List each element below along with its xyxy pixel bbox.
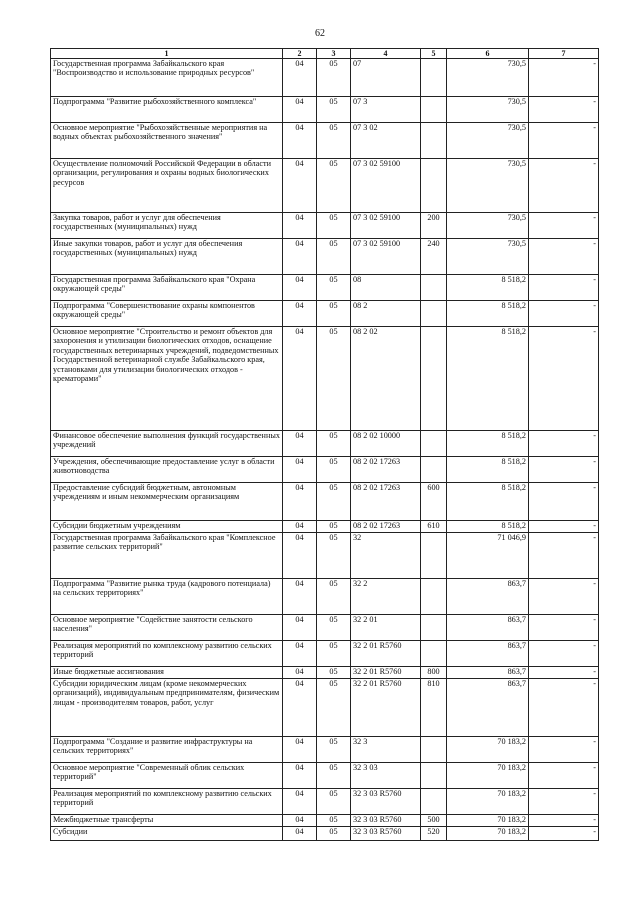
- row-expense-type: [421, 159, 447, 213]
- table-row: [51, 827, 599, 841]
- row-name: Основное мероприятие "Содействие занятости сельского населения": [51, 615, 283, 641]
- row-col7-value: -: [529, 159, 599, 213]
- row-col7-value: -: [529, 737, 599, 763]
- row-section: 04: [283, 159, 317, 213]
- row-section: 04: [283, 59, 317, 97]
- header-col-1: 1: [51, 49, 283, 59]
- row-name: Подпрограмма "Совершенствование охраны компонентов окружающей среды": [51, 301, 283, 327]
- row-expense-type: [421, 275, 447, 301]
- row-target-article: 32 3 03 R5760: [351, 827, 421, 841]
- row-section: 04: [283, 521, 317, 533]
- row-name: Реализация мероприятий по комплексному развитию сельских территорий: [51, 789, 283, 815]
- row-expense-type: 200: [421, 213, 447, 239]
- row-target-article: 07: [351, 59, 421, 97]
- row-target-article: 07 3 02 59100: [351, 213, 421, 239]
- row-subsection: 05: [317, 213, 351, 239]
- row-section: 04: [283, 483, 317, 521]
- row-name: Иные бюджетные ассигнования: [51, 667, 283, 679]
- row-amount: 70 183,2: [447, 815, 529, 827]
- row-amount: 730,5: [447, 213, 529, 239]
- row-subsection: 05: [317, 521, 351, 533]
- row-subsection: 05: [317, 737, 351, 763]
- row-section: 04: [283, 213, 317, 239]
- row-col7-value: -: [529, 483, 599, 521]
- row-subsection: 05: [317, 789, 351, 815]
- row-expense-type: [421, 457, 447, 483]
- row-subsection: 05: [317, 123, 351, 159]
- table-row: [51, 159, 599, 213]
- row-section: 04: [283, 679, 317, 737]
- row-subsection: 05: [317, 615, 351, 641]
- row-name: Подпрограмма "Развитие рыбохозяйственного комплекса": [51, 97, 283, 123]
- row-amount: 730,5: [447, 123, 529, 159]
- row-amount: 863,7: [447, 667, 529, 679]
- row-name: Субсидии бюджетным учреждениям: [51, 521, 283, 533]
- row-expense-type: 800: [421, 667, 447, 679]
- table-row: [51, 239, 599, 275]
- row-name: Государственная программа Забайкальского края "Охрана окружающей среды": [51, 275, 283, 301]
- row-target-article: 32 2 01 R5760: [351, 667, 421, 679]
- row-section: 04: [283, 579, 317, 615]
- table-row: [51, 737, 599, 763]
- row-subsection: 05: [317, 301, 351, 327]
- row-section: 04: [283, 457, 317, 483]
- row-col7-value: -: [529, 301, 599, 327]
- table-row: [51, 301, 599, 327]
- table-row: [51, 815, 599, 827]
- row-amount: 8 518,2: [447, 301, 529, 327]
- row-subsection: 05: [317, 827, 351, 841]
- row-expense-type: [421, 615, 447, 641]
- row-col7-value: -: [529, 213, 599, 239]
- row-target-article: 07 3 02 59100: [351, 239, 421, 275]
- row-expense-type: 520: [421, 827, 447, 841]
- row-expense-type: [421, 123, 447, 159]
- row-target-article: 08 2 02 17263: [351, 483, 421, 521]
- row-col7-value: -: [529, 789, 599, 815]
- row-section: 04: [283, 327, 317, 431]
- row-subsection: 05: [317, 641, 351, 667]
- row-amount: 863,7: [447, 679, 529, 737]
- row-name: Реализация мероприятий по комплексному развитию сельских территорий: [51, 641, 283, 667]
- row-amount: 863,7: [447, 641, 529, 667]
- row-section: 04: [283, 275, 317, 301]
- row-name: Государственная программа Забайкальского края "Воспроизводство и использование природных ресурсов": [51, 59, 283, 97]
- row-expense-type: [421, 789, 447, 815]
- row-col7-value: -: [529, 827, 599, 841]
- row-name: Финансовое обеспечение выполнения функций государственных учреждений: [51, 431, 283, 457]
- row-section: 04: [283, 641, 317, 667]
- row-subsection: 05: [317, 667, 351, 679]
- table-row: [51, 615, 599, 641]
- table-header-row: [51, 49, 599, 59]
- row-subsection: 05: [317, 431, 351, 457]
- row-name: Основное мероприятие "Современный облик сельских территорий": [51, 763, 283, 789]
- row-amount: 730,5: [447, 97, 529, 123]
- row-subsection: 05: [317, 239, 351, 275]
- row-amount: 730,5: [447, 159, 529, 213]
- header-col-4: 4: [351, 49, 421, 59]
- row-target-article: 08 2: [351, 301, 421, 327]
- row-name: Иные закупки товаров, работ и услуг для обеспечения государственных (муниципальных) нужд: [51, 239, 283, 275]
- row-name: Подпрограмма "Создание и развитие инфраструктуры на сельских территориях": [51, 737, 283, 763]
- row-name: Субсидии юридическим лицам (кроме некоммерческих организаций), индивидуальным предпринимателям, физическим лицам - производителям товаров, работ, услуг: [51, 679, 283, 737]
- row-name: Субсидии: [51, 827, 283, 841]
- row-target-article: 08 2 02 17263: [351, 457, 421, 483]
- budget-table: [50, 48, 599, 841]
- row-name: Учреждения, обеспечивающие предоставление услуг в области животноводства: [51, 457, 283, 483]
- row-col7-value: -: [529, 239, 599, 275]
- row-amount: 71 046,9: [447, 533, 529, 579]
- row-target-article: 07 3: [351, 97, 421, 123]
- row-col7-value: -: [529, 579, 599, 615]
- row-section: 04: [283, 301, 317, 327]
- header-col-5: 5: [421, 49, 447, 59]
- row-col7-value: -: [529, 815, 599, 827]
- row-target-article: 07 3 02: [351, 123, 421, 159]
- row-name: Осуществление полномочий Российской Федерации в области организации, регулирования и охраны водных биологических ресурсов: [51, 159, 283, 213]
- row-expense-type: 240: [421, 239, 447, 275]
- row-name: Закупка товаров, работ и услуг для обеспечения государственных (муниципальных) нужд: [51, 213, 283, 239]
- row-col7-value: -: [529, 327, 599, 431]
- page-number: 62: [315, 28, 325, 39]
- table-row: [51, 521, 599, 533]
- row-expense-type: [421, 431, 447, 457]
- row-section: 04: [283, 97, 317, 123]
- row-expense-type: [421, 641, 447, 667]
- row-target-article: 32 2 01: [351, 615, 421, 641]
- header-col-7: 7: [529, 49, 599, 59]
- row-expense-type: 600: [421, 483, 447, 521]
- row-name: Основное мероприятие "Строительство и ремонт объектов для захоронения и утилизации биологических отходов, оснащение государственных ветеринарных учреждений, подведомственных Государственной ветеринарной службе Забайкальского края, установками для утилизации биологических отходов - крематорами": [51, 327, 283, 431]
- row-target-article: 32: [351, 533, 421, 579]
- row-target-article: 32 2: [351, 579, 421, 615]
- row-expense-type: 610: [421, 521, 447, 533]
- table-row: [51, 457, 599, 483]
- row-target-article: 08 2 02 17263: [351, 521, 421, 533]
- table-row: [51, 431, 599, 457]
- table-row: [51, 679, 599, 737]
- row-amount: 8 518,2: [447, 431, 529, 457]
- row-expense-type: [421, 97, 447, 123]
- row-section: 04: [283, 789, 317, 815]
- row-col7-value: -: [529, 431, 599, 457]
- row-section: 04: [283, 123, 317, 159]
- row-subsection: 05: [317, 533, 351, 579]
- row-subsection: 05: [317, 59, 351, 97]
- row-col7-value: -: [529, 275, 599, 301]
- row-name: Основное мероприятие "Рыбохозяйственные мероприятия на водных объектах рыбохозяйственного значения": [51, 123, 283, 159]
- row-target-article: 32 3 03: [351, 763, 421, 789]
- row-subsection: 05: [317, 159, 351, 213]
- row-col7-value: -: [529, 457, 599, 483]
- row-expense-type: [421, 579, 447, 615]
- row-amount: 8 518,2: [447, 483, 529, 521]
- row-target-article: 08: [351, 275, 421, 301]
- header-col-6: 6: [447, 49, 529, 59]
- table-row: [51, 275, 599, 301]
- row-section: 04: [283, 737, 317, 763]
- row-target-article: 32 3 03 R5760: [351, 815, 421, 827]
- row-section: 04: [283, 431, 317, 457]
- row-subsection: 05: [317, 97, 351, 123]
- row-target-article: 32 2 01 R5760: [351, 641, 421, 667]
- table-row: [51, 483, 599, 521]
- row-expense-type: [421, 301, 447, 327]
- header-col-3: 3: [317, 49, 351, 59]
- row-section: 04: [283, 815, 317, 827]
- row-section: 04: [283, 763, 317, 789]
- row-name: Межбюджетные трансферты: [51, 815, 283, 827]
- row-section: 04: [283, 667, 317, 679]
- row-name: Подпрограмма "Развитие рынка труда (кадрового потенциала) на сельских территориях": [51, 579, 283, 615]
- row-target-article: 08 2 02: [351, 327, 421, 431]
- table-body: [51, 59, 599, 841]
- table-row: [51, 641, 599, 667]
- row-col7-value: -: [529, 59, 599, 97]
- row-col7-value: -: [529, 123, 599, 159]
- row-amount: 8 518,2: [447, 327, 529, 431]
- row-amount: 70 183,2: [447, 737, 529, 763]
- row-subsection: 05: [317, 327, 351, 431]
- row-subsection: 05: [317, 457, 351, 483]
- table-row: [51, 533, 599, 579]
- row-amount: 70 183,2: [447, 789, 529, 815]
- row-target-article: 32 2 01 R5760: [351, 679, 421, 737]
- row-subsection: 05: [317, 679, 351, 737]
- row-col7-value: -: [529, 667, 599, 679]
- row-section: 04: [283, 239, 317, 275]
- table-row: [51, 327, 599, 431]
- row-col7-value: -: [529, 97, 599, 123]
- row-section: 04: [283, 827, 317, 841]
- row-col7-value: -: [529, 615, 599, 641]
- row-amount: 730,5: [447, 59, 529, 97]
- row-amount: 8 518,2: [447, 457, 529, 483]
- table-row: [51, 579, 599, 615]
- row-subsection: 05: [317, 579, 351, 615]
- row-col7-value: -: [529, 763, 599, 789]
- row-name: Предоставление субсидий бюджетным, автономным учреждениям и иным некоммерческим организациям: [51, 483, 283, 521]
- table-row: [51, 59, 599, 97]
- row-col7-value: -: [529, 521, 599, 533]
- row-target-article: 32 3 03 R5760: [351, 789, 421, 815]
- row-amount: 8 518,2: [447, 521, 529, 533]
- table-row: [51, 763, 599, 789]
- row-amount: 863,7: [447, 579, 529, 615]
- row-amount: 8 518,2: [447, 275, 529, 301]
- row-expense-type: [421, 533, 447, 579]
- row-subsection: 05: [317, 483, 351, 521]
- row-section: 04: [283, 615, 317, 641]
- table-row: [51, 213, 599, 239]
- row-target-article: 08 2 02 10000: [351, 431, 421, 457]
- row-name: Государственная программа Забайкальского края "Комплексное развитие сельских территорий": [51, 533, 283, 579]
- row-expense-type: [421, 737, 447, 763]
- row-target-article: 32 3: [351, 737, 421, 763]
- row-subsection: 05: [317, 815, 351, 827]
- table-row: [51, 789, 599, 815]
- row-amount: 70 183,2: [447, 827, 529, 841]
- table-row: [51, 667, 599, 679]
- row-expense-type: [421, 763, 447, 789]
- row-expense-type: 810: [421, 679, 447, 737]
- row-expense-type: [421, 59, 447, 97]
- row-expense-type: [421, 327, 447, 431]
- row-subsection: 05: [317, 275, 351, 301]
- row-amount: 70 183,2: [447, 763, 529, 789]
- table-row: [51, 123, 599, 159]
- row-subsection: 05: [317, 763, 351, 789]
- row-col7-value: -: [529, 641, 599, 667]
- row-amount: 730,5: [447, 239, 529, 275]
- header-col-2: 2: [283, 49, 317, 59]
- row-amount: 863,7: [447, 615, 529, 641]
- row-col7-value: -: [529, 679, 599, 737]
- row-expense-type: 500: [421, 815, 447, 827]
- table-row: [51, 97, 599, 123]
- row-section: 04: [283, 533, 317, 579]
- row-target-article: 07 3 02 59100: [351, 159, 421, 213]
- row-col7-value: -: [529, 533, 599, 579]
